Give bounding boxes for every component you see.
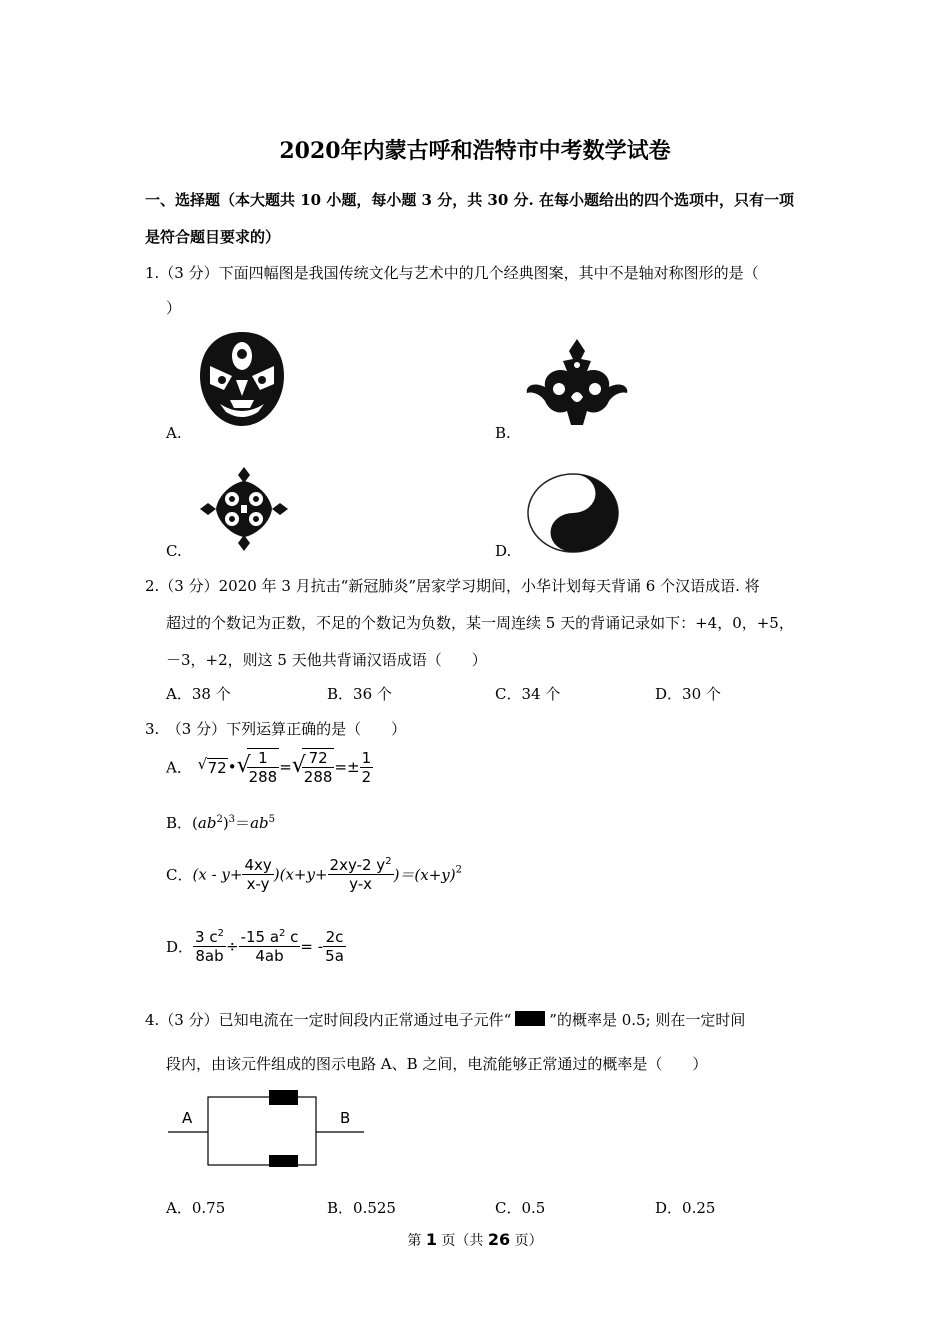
q3-d-frac3: $\frac{2c}{5a}$ xyxy=(325,928,344,965)
q3-b-rhs: ab xyxy=(250,814,269,832)
q3-b-sq: 2 xyxy=(216,814,223,825)
q3-b-eq: ＝ xyxy=(235,814,251,832)
ornament-pattern-c-image xyxy=(198,465,290,553)
q3-option-b[interactable] xyxy=(166,812,275,833)
q4-option-d[interactable]: D．0.25 xyxy=(655,1199,716,1217)
q4-stem-part1: 4.（3 分）已知电流在一定时间段内正常通过电子元件“ xyxy=(145,1011,512,1029)
q3-d-frac1: $\frac{3 c^2}{8ab}$ xyxy=(195,928,224,965)
q3-b-label: B． xyxy=(166,814,193,832)
q2-option-a[interactable]: A．38 个 xyxy=(166,685,231,703)
q3-c-end: )＝(x+y) xyxy=(393,866,456,884)
q4-option-c[interactable]: C．0.5 xyxy=(495,1199,546,1217)
q3-option-a[interactable] xyxy=(166,748,373,786)
footer-post: 页） xyxy=(514,1233,543,1249)
q1-option-a[interactable]: A. xyxy=(166,424,182,442)
q2-option-c[interactable]: C．34 个 xyxy=(495,685,561,703)
opera-mask-image xyxy=(196,330,288,428)
q4-stem-line2: 段内，由该元件组成的图示电路 A、B 之间，电流能够正常通过的概率是（ ） xyxy=(166,1055,708,1073)
q4-option-a[interactable]: A．0.75 xyxy=(166,1199,226,1217)
page-footer xyxy=(0,1230,950,1250)
section-heading-line1: 一、选择题（本大题共 10 小题，每小题 3 分，共 30 分. 在每小题给出的四个选项中，只有一项 xyxy=(145,191,794,209)
q3-c-end-exp: 2 xyxy=(455,864,462,876)
q3-a-eq: = xyxy=(279,758,292,776)
circuit-label-b: B xyxy=(340,1109,351,1127)
ornament-pattern-b-image xyxy=(525,337,629,429)
q2-stem-line1: 2.（3 分）2020 年 3 月抗击“新冠肺炎”居家学习期间，小华计划每天背诵 6 个汉语成语. 将 xyxy=(145,577,760,595)
q3-stem: 3. （3 分）下列运算正确的是（ ） xyxy=(145,720,407,738)
q1-option-b[interactable]: B. xyxy=(495,424,511,442)
q1-stem-line2: ） xyxy=(166,299,182,317)
footer-total-pages: 26 xyxy=(487,1230,511,1249)
q3-a-sqrt72: √ 72 xyxy=(197,754,227,777)
q4-stem-part2: ”的概率是 0.5; 则在一定时间 xyxy=(549,1011,746,1029)
q3-d-div: ÷ xyxy=(225,937,239,956)
q3-b-rexp: 5 xyxy=(268,814,275,825)
q3-a-dot: • xyxy=(227,758,237,776)
q1-option-d[interactable]: D. xyxy=(495,542,512,560)
q2-stem-line2: 超过的个数记为正数，不足的个数记为负数，某一周连续 5 天的背诵记录如下：+4，0，+5， xyxy=(166,614,794,632)
q3-option-d[interactable] xyxy=(166,928,346,965)
resistor-element-icon xyxy=(515,1011,545,1026)
q3-d-eq: = - xyxy=(300,937,324,956)
q3-d-label: D． xyxy=(166,938,194,956)
q3-a-pm: =± xyxy=(334,758,360,776)
page-title: 2020年内蒙古呼和浩特市中考数学试卷 xyxy=(279,138,671,164)
q3-option-c[interactable] xyxy=(166,856,462,893)
footer-page-number: 1 xyxy=(425,1230,437,1249)
q1-option-c[interactable]: C. xyxy=(166,542,182,560)
q3-c-open: (x - y+ xyxy=(192,865,243,884)
q3-a-label: A． xyxy=(166,758,192,777)
q3-c-frac2: $\frac{2xy-2 y^2}{y-x}$ xyxy=(329,856,392,893)
circuit-diagram xyxy=(166,1085,366,1167)
q3-b-cube: 3 xyxy=(228,814,236,825)
q3-a-sqrt-frac1: √ $\frac{1}{288}$ xyxy=(236,749,278,786)
q3-b-open: ( xyxy=(192,814,198,832)
q3-c-frac1: $\frac{4xy}{x-y}$ xyxy=(244,856,272,893)
q3-c-label: C． xyxy=(166,866,193,884)
circuit-label-a: A xyxy=(182,1109,193,1127)
q3-d-frac2: $\frac{-15 a^2 c}{4ab}$ xyxy=(240,928,299,965)
q3-c-mid: )(x+y+ xyxy=(273,865,328,884)
footer-pre: 第 xyxy=(407,1233,422,1249)
resistor-bottom-icon xyxy=(269,1155,298,1167)
resistor-top-icon xyxy=(269,1090,298,1105)
q3-a-frac3: $\frac{1}{2}$ xyxy=(361,748,372,786)
q2-option-d[interactable]: D．30 个 xyxy=(655,685,721,703)
q2-option-b[interactable]: B．36 个 xyxy=(327,685,392,703)
footer-mid: 页（共 xyxy=(441,1233,484,1249)
q3-b-close: ) xyxy=(222,814,229,832)
q1-stem-line1: 1.（3 分）下面四幅图是我国传统文化与艺术中的几个经典图案，其中不是轴对称图形的是（ xyxy=(145,264,759,282)
yin-yang-image xyxy=(526,472,620,554)
q2-stem-line3: －3，+2，则这 5 天他共背诵汉语成语（ ） xyxy=(166,651,487,669)
q4-stem-line1 xyxy=(145,1009,745,1030)
q4-option-b[interactable]: B．0.525 xyxy=(327,1199,396,1217)
q3-b-base: ab xyxy=(197,814,217,832)
q3-a-sqrt-frac2: √ $\frac{72}{288}$ xyxy=(291,749,333,786)
section-heading-line2: 是符合题目要求的） xyxy=(145,228,281,246)
